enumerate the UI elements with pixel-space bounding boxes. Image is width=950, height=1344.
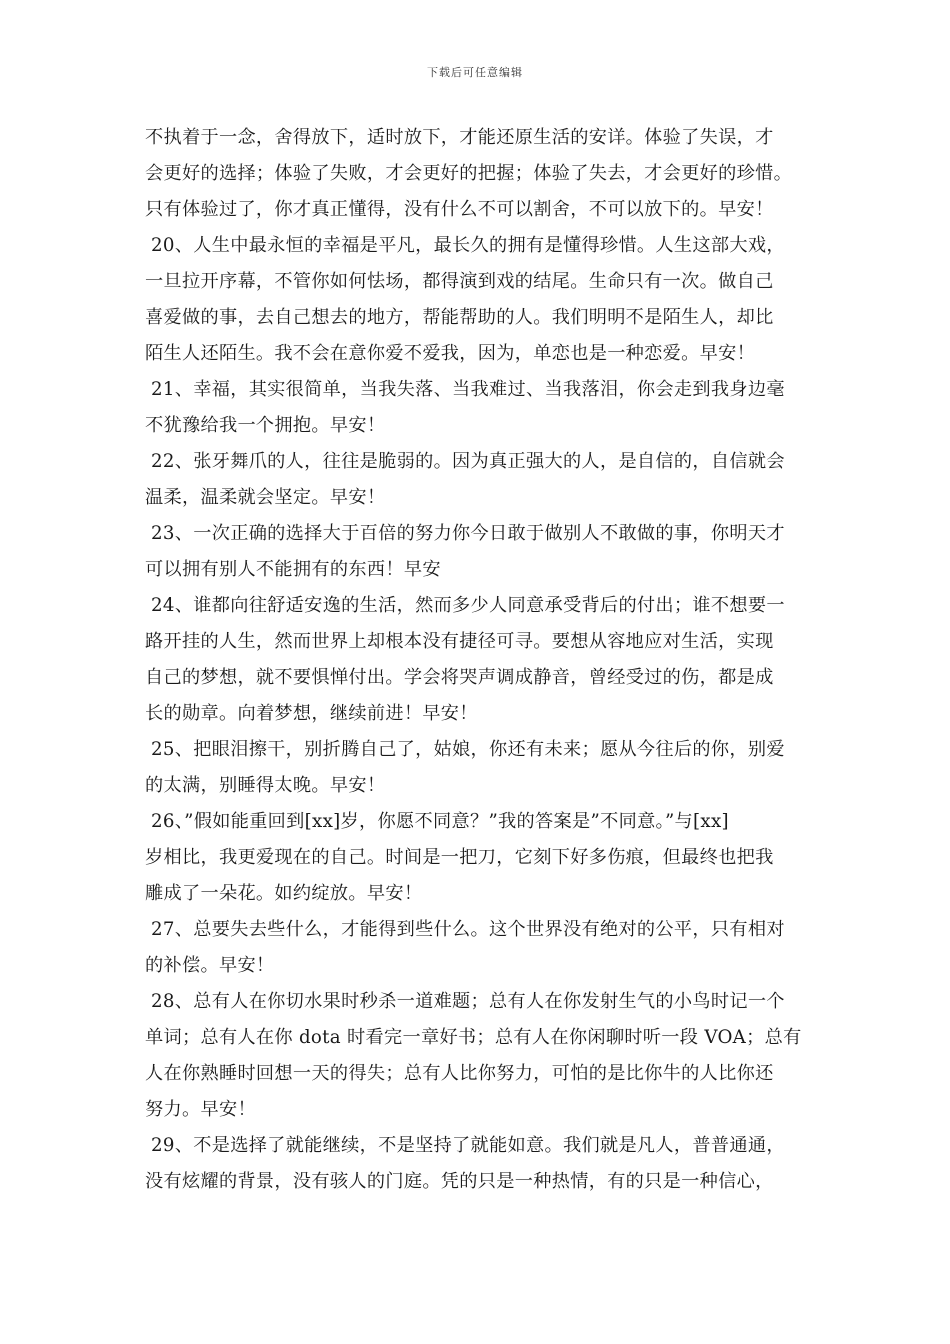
text-line: 陌生人还陌生。我不会在意你爱不爱我，因为，单恋也是一种恋爱。早安！ [145, 343, 756, 364]
text-line: 自己的梦想，就不要惧惮付出。学会将哭声调成静音，曾经受过的伤，都是成 [145, 667, 774, 688]
text-line: 25、把眼泪擦干，别折腾自己了，姑娘，你还有未来；愿从今往后的你，别爱 [151, 739, 785, 760]
text-line: 28、总有人在你切水果时秒杀一道难题；总有人在你发射生气的小鸟时记一个 [151, 991, 785, 1012]
text-line: 不犹豫给我一个拥抱。早安！ [145, 415, 386, 436]
text-line: 路开挂的人生，然而世界上却根本没有捷径可寻。要想从容地应对生活，实现 [145, 631, 774, 652]
text-line: 21、幸福，其实很简单，当我失落、当我难过、当我落泪，你会走到我身边毫 [151, 379, 785, 400]
text-line: 岁相比，我更爱现在的自己。时间是一把刀，它刻下好多伤痕，但最终也把我 [145, 847, 774, 868]
text-line: 29、不是选择了就能继续，不是坚持了就能如意。我们就是凡人，普普通通， [151, 1135, 785, 1156]
text-line: 单词；总有人在你 dota 时看完一章好书；总有人在你闲聊时听一段 VOA；总有 [145, 1027, 802, 1048]
text-line: 22、张牙舞爪的人，往往是脆弱的。因为真正强大的人，是自信的，自信就会 [151, 451, 785, 472]
text-line: 雕成了一朵花。如约绽放。早安！ [145, 883, 423, 904]
page-header: 下载后可任意编辑 [427, 66, 523, 79]
text-line: 20、人生中最永恒的幸福是平凡，最长久的拥有是懂得珍惜。人生这部大戏， [151, 235, 785, 256]
text-line: 23、一次正确的选择大于百倍的努力你今日敢于做别人不敢做的事，你明天才 [151, 523, 785, 544]
document-body [145, 120, 815, 1200]
text-line: 一旦拉开序幕，不管你如何怯场，都得演到戏的结尾。生命只有一次。做自己 [145, 271, 774, 292]
text-line: 24、谁都向往舒适安逸的生活，然而多少人同意承受背后的付出；谁不想要一 [151, 595, 785, 616]
text-line: 27、总要失去些什么，才能得到些什么。这个世界没有绝对的公平，只有相对 [151, 919, 785, 940]
text-line: 的补偿。早安！ [145, 955, 275, 976]
text-line: 没有炫耀的背景，没有骇人的门庭。凭的只是一种热情，有的只是一种信心， [145, 1171, 774, 1192]
text-line: 人在你熟睡时回想一天的得失；总有人比你努力，可怕的是比你牛的人比你还 [145, 1063, 774, 1084]
text-line: 温柔，温柔就会坚定。早安！ [145, 487, 386, 508]
text-line: 可以拥有别人不能拥有的东西！早安 [145, 559, 441, 580]
text-line: 不执着于一念，舍得放下，适时放下，才能还原生活的安详。体验了失误，才 [145, 127, 774, 148]
text-line: 26、”假如能重回到[xx]岁，你愿不同意？”我的答案是”不同意。”与[xx] [151, 811, 729, 832]
text-line: 长的勋章。向着梦想，继续前进！早安！ [145, 703, 478, 724]
text-line: 会更好的选择；体验了失败，才会更好的把握；体验了失去，才会更好的珍惜。 [145, 163, 793, 184]
text-line: 只有体验过了，你才真正懂得，没有什么不可以割舍，不可以放下的。早安！ [145, 199, 774, 220]
text-line: 努力。早安！ [145, 1099, 256, 1120]
text-line: 喜爱做的事，去自己想去的地方，帮能帮助的人。我们明明不是陌生人，却比 [145, 307, 774, 328]
text-line: 的太满，别睡得太晚。早安！ [145, 775, 386, 796]
